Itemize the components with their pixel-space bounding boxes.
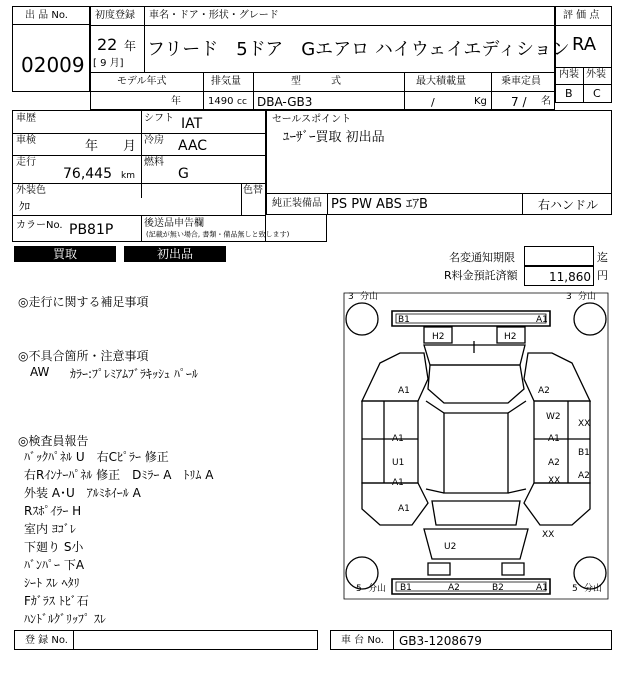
first-reg-month: [ 9 月]	[93, 58, 124, 69]
reg-no-label: 登 録 No.	[25, 635, 68, 646]
inspector-line: ﾊﾞｯｸﾊﾟﾈﾙ U 右Cﾋﾟﾗｰ 修正	[24, 450, 169, 464]
color-no-label: カラーNo.	[16, 220, 63, 231]
docs-label: 後送品申告欄	[144, 218, 204, 229]
mark-left-rear-upper: A1	[398, 386, 410, 396]
interior-score: B	[565, 87, 573, 100]
exterior-color-label: 外装色	[16, 185, 46, 196]
inspection-year-unit: 年	[85, 139, 99, 154]
inspector-line: 右Rｲﾝﾅｰﾊﾟﾈﾙ 修正 Dﾐﾗｰ A ﾄﾘﾑ A	[24, 468, 214, 482]
mark-front-bumper-a2: A2	[448, 583, 460, 593]
mark-right-xx: XX	[548, 476, 561, 486]
inspector-line: 外装 A･U ｱﾙﾐﾎｲｰﾙ A	[24, 486, 141, 500]
first-reg-label: 初度登録	[95, 10, 135, 21]
capacity: 7 /	[511, 95, 527, 109]
mark-right-a2: A2	[548, 458, 560, 468]
score-label: 評 価 点	[563, 10, 600, 21]
chassis-label: 車 台 No.	[341, 635, 384, 646]
capacity-unit: 名	[541, 96, 551, 107]
sales-box	[266, 110, 612, 194]
mark-rear-bumper-left: B1	[398, 315, 410, 325]
capacity-label: 乗車定員	[501, 76, 541, 87]
mileage-label: 走行	[16, 157, 36, 168]
mark-right-xx-outer: XX	[578, 419, 591, 429]
mark-right-door-rear: A1	[548, 434, 560, 444]
name-change-label: 名変通知期限	[449, 251, 515, 264]
mark-rear-h2-left: H2	[432, 332, 445, 342]
equip-value: PS PW ABS ｴｱB	[331, 197, 428, 212]
inspector-line: ﾊﾞﾝﾊﾟｰ 下A	[24, 558, 85, 572]
driving-notes-title: ◎走行に関する補足事項	[18, 295, 149, 309]
score-box	[555, 6, 612, 103]
tread-bottom-left: 5	[356, 584, 362, 594]
inspector-line: Rｽﾎﾟｲﾗｰ H	[24, 504, 82, 518]
exterior-color: ｸﾛ	[19, 200, 30, 213]
displacement: 1490	[208, 96, 234, 107]
model-code-label: 型 式	[291, 76, 341, 87]
equip-box	[266, 193, 612, 215]
lot-box	[12, 6, 90, 92]
shift-value: IAT	[181, 116, 203, 132]
max-load-slash: /	[431, 96, 435, 109]
mark-front-bumper-b2: B2	[492, 583, 504, 593]
model-code: DBA-GB3	[257, 95, 313, 109]
ac-value: AAC	[178, 138, 208, 154]
tread-unit: 分山	[584, 584, 603, 594]
mark-left-door-rear: A1	[392, 434, 404, 444]
inspector-title: ◎検査員報告	[18, 434, 89, 448]
inspector-line: Fｶﾞﾗｽ ﾄﾋﾞ石	[24, 594, 89, 608]
defect-text: ｶﾗｰ:ﾌﾟﾚﾐｱﾑﾌﾞﾗｷｯｼｭ ﾊﾟｰﾙ	[70, 367, 198, 381]
car-name: フリード 5ドア Gエアロ ハイウェイエディション	[147, 39, 570, 60]
max-load-unit: Kg	[474, 96, 487, 107]
inspector-line: 下廻り S小	[24, 540, 84, 554]
sales-text: ﾕｰｻﾞｰ買取 初出品	[283, 130, 385, 145]
fuel-label: 燃料	[144, 157, 164, 168]
exterior-label: 外装	[586, 69, 606, 80]
mark-right-b1-outer: B1	[578, 448, 590, 458]
inspector-line: 室内 ﾖｺﾞﾚ	[24, 522, 76, 536]
history-label: 車歴	[16, 113, 36, 124]
first-reg-year-unit: 年	[124, 39, 137, 53]
model-year-label: モデル年式	[117, 76, 167, 87]
name-change-box	[524, 246, 594, 266]
mark-right-front-xx: XX	[542, 530, 555, 540]
mark-rear-bumper-right: A1	[536, 315, 548, 325]
tread-top-right: 3	[566, 292, 572, 302]
fuel-value: G	[178, 166, 189, 182]
recycle-label: R料金預託済額	[444, 269, 518, 282]
shift-label: シフト	[144, 113, 174, 124]
mileage-unit: km	[121, 171, 135, 181]
color-change-label: 色替	[243, 185, 263, 196]
tread-top-left: 3	[348, 292, 354, 302]
mark-rear-h2-right: H2	[504, 332, 517, 342]
mark-left-u1: U1	[392, 458, 405, 468]
equip-label: 純正装備品	[272, 198, 322, 209]
chassis-box	[330, 630, 612, 650]
car-name-label: 車名・ドア・形状・グレード	[149, 10, 279, 21]
displacement-label: 排気量	[211, 76, 241, 87]
docs-extend-box	[265, 214, 327, 242]
mark-left-front-fender: A1	[398, 504, 410, 514]
mark-right-w2: W2	[546, 412, 561, 422]
recycle-unit: 円	[597, 269, 608, 282]
details-box	[12, 110, 290, 242]
recycle-box	[524, 266, 594, 286]
interior-label: 内装	[559, 69, 579, 80]
tread-unit: 分山	[368, 584, 387, 594]
docs-note: (記載が無い場合, 書類・備品無しと致します)	[146, 231, 290, 240]
tread-unit: 分山	[578, 292, 597, 302]
score-value: RA	[572, 34, 597, 55]
mark-front-bumper-b1: B1	[400, 583, 412, 593]
reg-no-box	[14, 630, 318, 650]
mark-hood-u2: U2	[444, 542, 457, 552]
mileage-value: 76,445	[63, 166, 112, 182]
sales-label: セールスポイント	[272, 114, 352, 125]
displacement-unit: cc	[237, 97, 247, 107]
inspector-line: ｼｰﾄ ｽﾚ ﾍﾀﾘ	[24, 576, 80, 590]
first-reg-year: 22	[97, 35, 118, 54]
lot-number: 02009	[21, 53, 85, 77]
spec-box	[90, 72, 555, 110]
lot-label: 出 品 No.	[25, 10, 68, 21]
name-change-unit: 迄	[597, 251, 608, 264]
defects-title: ◎不具合箇所・注意事項	[18, 349, 149, 363]
max-load-label: 最大積載量	[416, 76, 466, 87]
car-name-box	[90, 6, 570, 73]
mark-right-rear-upper: A2	[538, 386, 550, 396]
ac-label: 冷房	[144, 135, 164, 146]
tread-bottom-right: 5	[572, 584, 578, 594]
chassis-number: GB3-1208679	[399, 634, 482, 648]
first-listing-tag: 初出品	[124, 246, 226, 262]
handle-position: 右ハンドル	[538, 198, 599, 212]
tread-unit: 分山	[360, 292, 379, 302]
defect-code: AW	[30, 365, 50, 379]
purchase-tag: 買取	[14, 246, 116, 262]
color-no: PB81P	[69, 222, 114, 238]
inspection-month-unit: 月	[123, 139, 137, 154]
model-year-unit: 年	[171, 96, 181, 107]
mark-front-bumper-a1: A1	[536, 583, 548, 593]
exterior-score: C	[593, 87, 601, 100]
recycle-value: 11,860	[549, 270, 591, 284]
mark-right-a2-outer: A2	[578, 471, 590, 481]
car-damage-diagram	[340, 289, 612, 603]
mark-left-door-front: A1	[392, 478, 404, 488]
inspection-label: 車検	[16, 135, 36, 146]
inspector-line: ﾊﾝﾄﾞﾙｸﾞﾘｯﾌﾟ ｽﾚ	[24, 612, 106, 626]
